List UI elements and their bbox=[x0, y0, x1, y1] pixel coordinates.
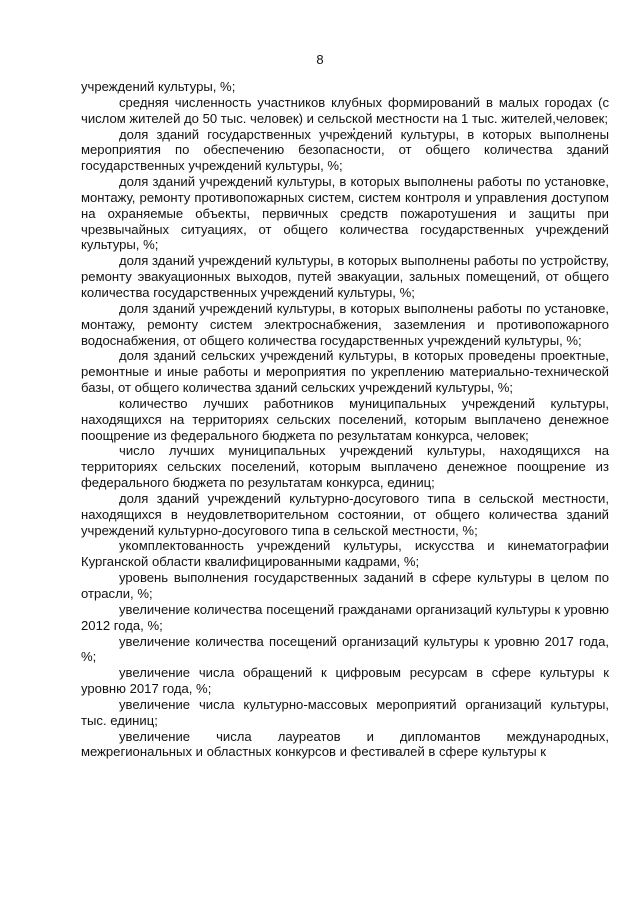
page-number: 8 bbox=[316, 52, 324, 67]
paragraph-club-participants: средняя численность участников клубных формирований в малых городах (с числом жителей до 50 тыс. человек) и сельской местности на 1 тыс. жителей,человек; bbox=[81, 94, 609, 126]
paragraph-power-supply: доля зданий учреждений культуры, в которых выполнены работы по установке, монтажу, ремонту систем электроснабжения, заземления и противопожарного водоснабжения, от общего количества государственных учреждений культуры, %; bbox=[81, 300, 609, 348]
paragraph-leisure-buildings: доля зданий учреждений культурно-досугового типа в сельской местности, находящихся в неудовлетворительном состоянии, от общего количества зданий учреждений культурно-досугового типа в сельской местности, %; bbox=[81, 490, 609, 538]
paragraph-continuation: учреждений культуры, %; bbox=[81, 79, 236, 94]
paragraph-security-measures: доля зданий государственных учреждений культуры, в которых выполнены мероприятия по обеспечению безопасности, от общего количества зданий государственных учреждений культуры, %; bbox=[81, 126, 609, 174]
paragraph-mass-events: увеличение числа культурно-массовых мероприятий организаций культуры, тыс. единиц; bbox=[81, 696, 609, 728]
paragraph-staffing: укомплектованность учреждений культуры, искусства и кинематографии Курганской области квалифицированными кадрами, %; bbox=[81, 538, 609, 570]
document-body bbox=[81, 79, 609, 760]
paragraph-state-tasks: уровень выполнения государственных заданий в сфере культуры в целом по отрасли, %; bbox=[81, 570, 609, 601]
paragraph-best-institutions: число лучших муниципальных учреждений культуры, находящихся на территориях сельских поселений, которым выплачено денежное поощрение из федерального бюджета по результатам конкурса, единиц; bbox=[81, 443, 609, 491]
paragraph-digital-resources: увеличение числа обращений к цифровым ресурсам в сфере культуры к уровню 2017 года, %; bbox=[81, 665, 609, 697]
paragraph-evacuation-exits: доля зданий учреждений культуры, в которых выполнены работы по устройству, ремонту эвакуационных выходов, путей эвакуации, зальных помещений, от общего количества государственных учреждений культуры, %; bbox=[81, 253, 609, 300]
paragraph-best-workers: количество лучших работников муниципальных учреждений культуры, находящихся на территориях сельских поселений, которым выплачено денежное поощрение из федерального бюджета по результатам конкурса, человек; bbox=[81, 395, 609, 443]
paragraph-laureates: увеличение числа лауреатов и дипломантов международных, межрегиональных и областных конкурсов и фестивалей в сфере культуры к bbox=[81, 728, 609, 760]
paragraph-visits-2012: увеличение количества посещений гражданами организаций культуры к уровню 2012 года, %; bbox=[81, 601, 609, 633]
paragraph-visits-2017: увеличение количества посещений организаций культуры к уровню 2017 года, %; bbox=[81, 633, 609, 665]
paragraph-rural-repairs: доля зданий сельских учреждений культуры, в которых проведены проектные, ремонтные и иные работы и мероприятия по укреплению материально-технической базы, от общего количества зданий сельских учреждений культуры, %; bbox=[81, 348, 609, 396]
paragraph-fire-systems: доля зданий учреждений культуры, в которых выполнены работы по установке, монтажу, ремонту противопожарных систем, систем контроля и управления доступом на охраняемые объекты, первичных средств пожаротушения и защиты при чрезвычайных ситуациях, от общего количества государственных учреждений культуры, %; bbox=[81, 174, 609, 253]
